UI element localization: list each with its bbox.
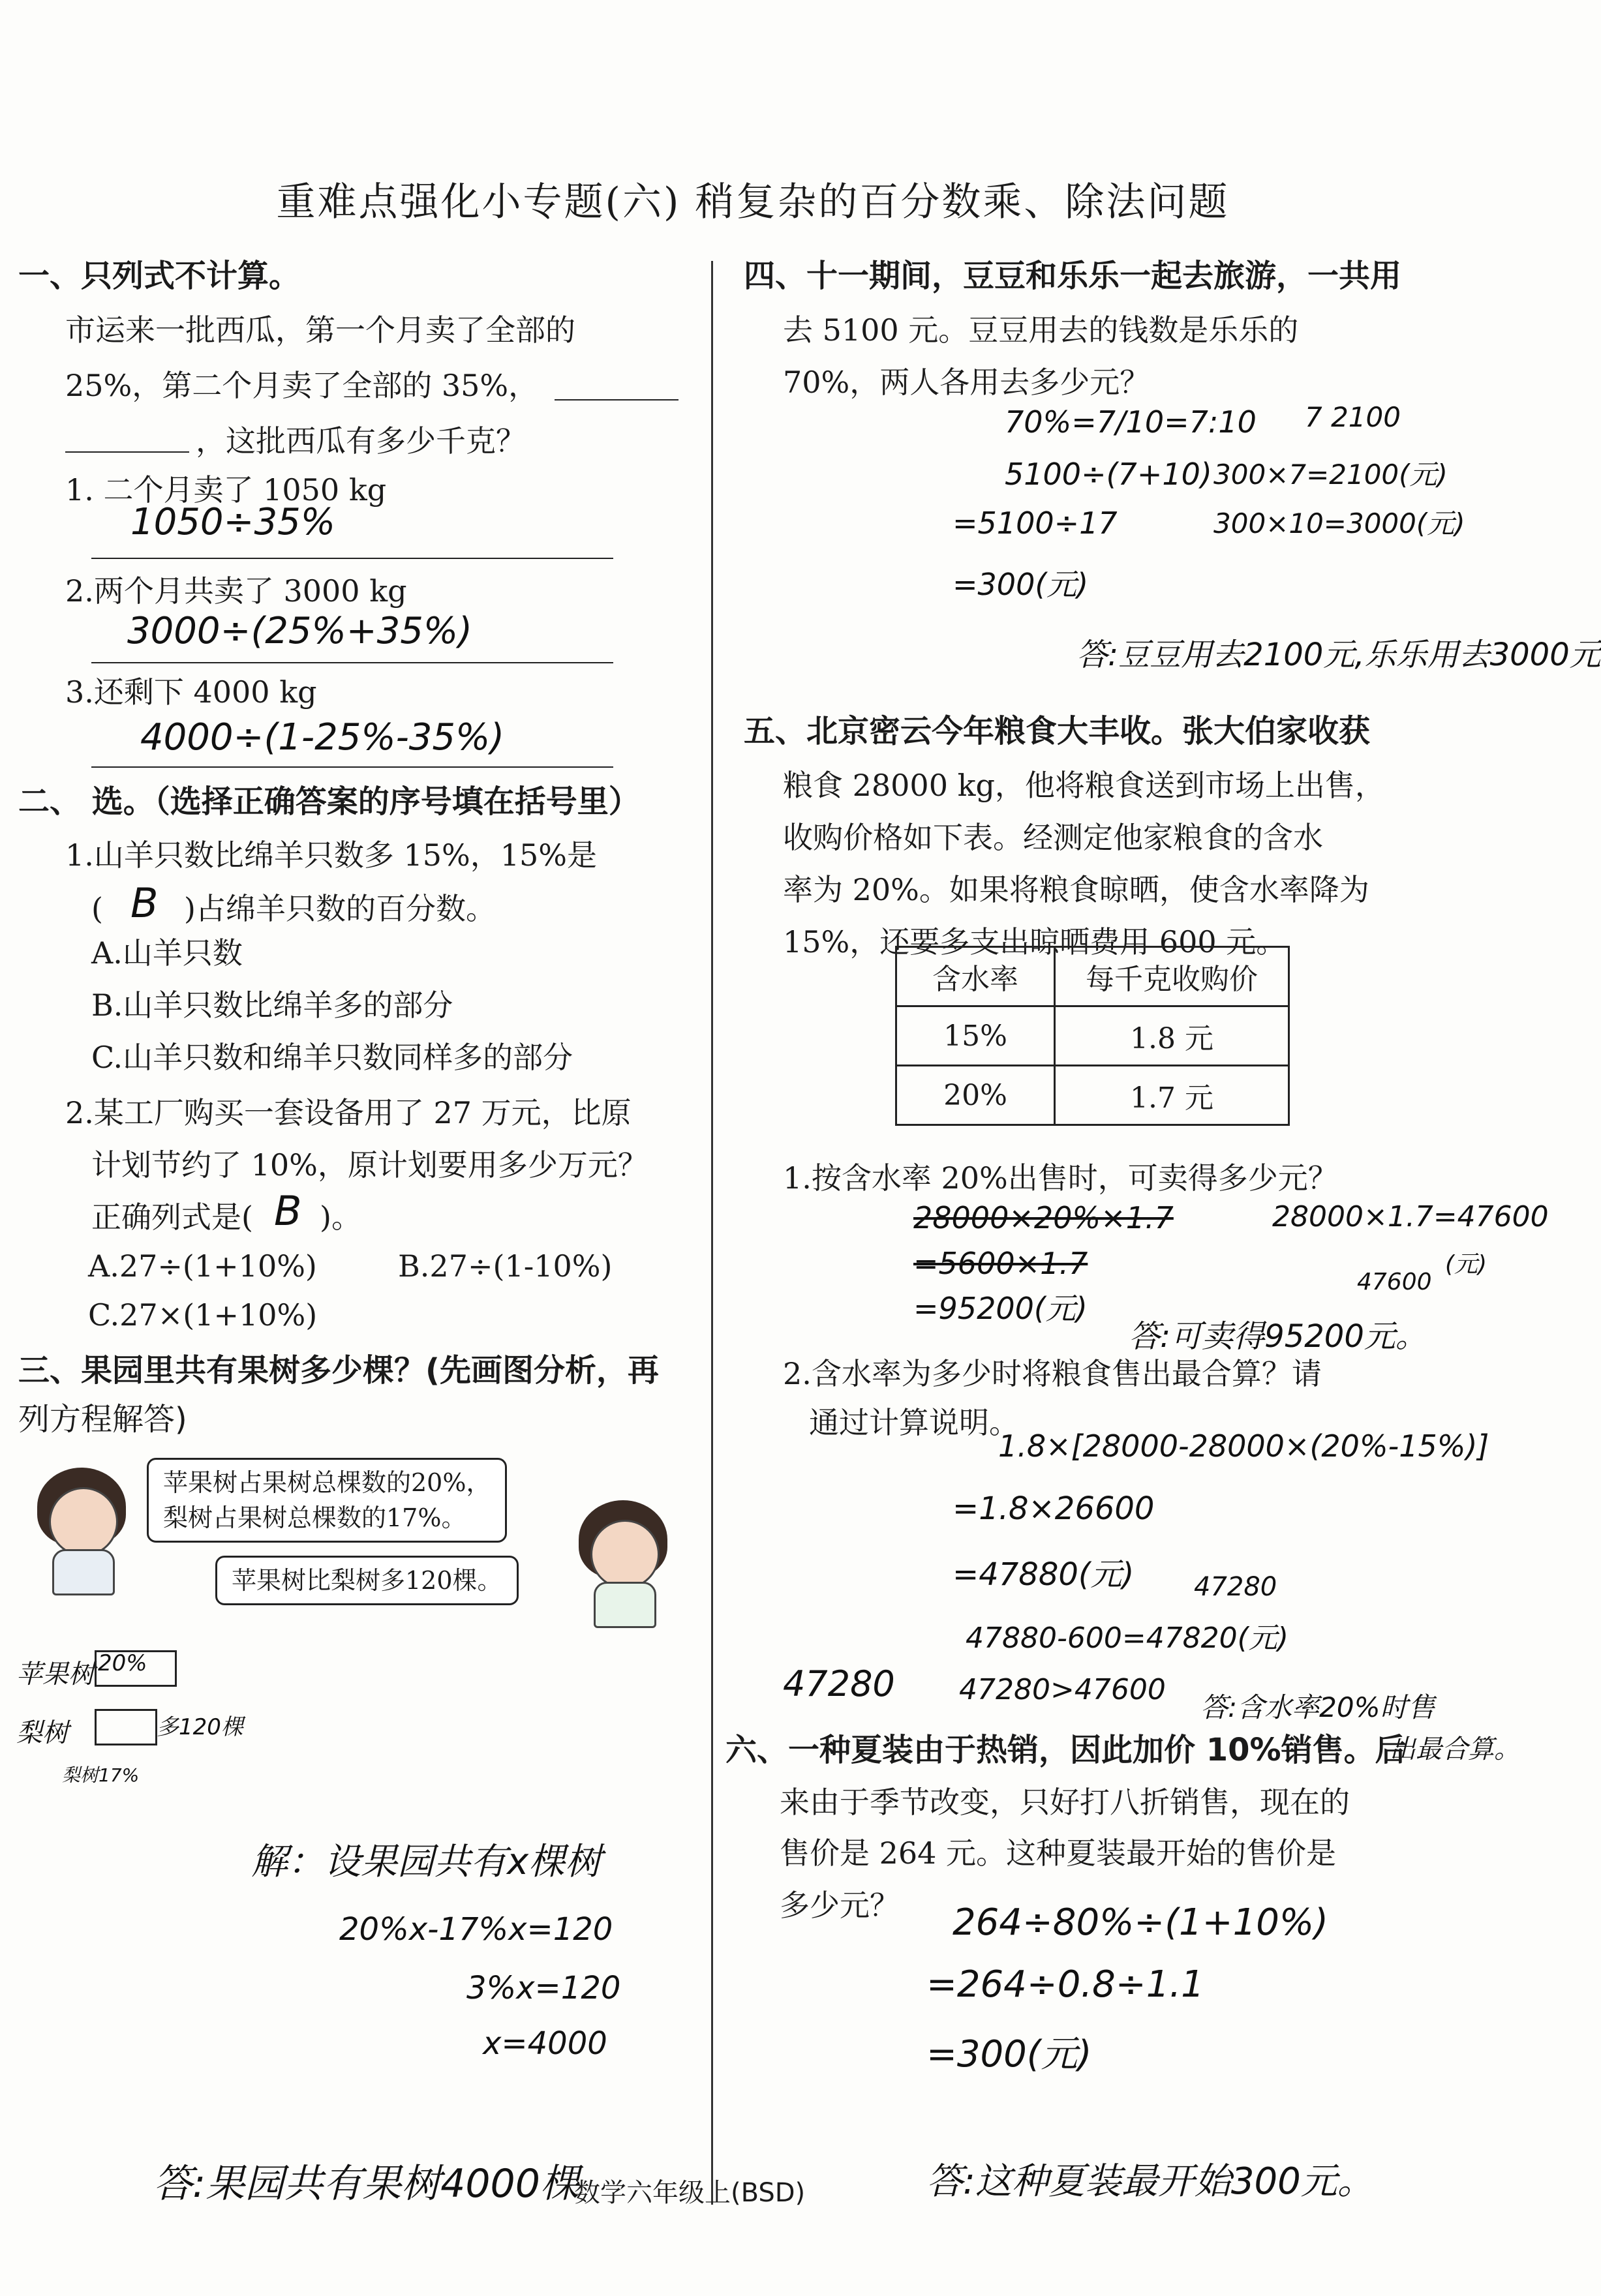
s5-q1: 1.按含水率 20%出售时，可卖得多少元？ xyxy=(783,1160,1338,1196)
bubble1-line2: 梨树占果树总棵数的17%。 xyxy=(163,1503,466,1532)
s1-intro-line3: ，这批西瓜有多少千克？ xyxy=(196,423,526,459)
s1-q1: 1. 二个月卖了 1050 kg xyxy=(65,472,387,507)
s5-q2-hw-answer1: 答:含水率20%时售 xyxy=(1200,1691,1435,1723)
s2-q2-line1: 2.某工厂购买一套设备用了 27 万元，比原 xyxy=(65,1095,632,1130)
s5-q1-hw-crossed-2: =5600×1.7 xyxy=(913,1246,1088,1281)
table-cell-price: 1.8 元 xyxy=(1055,1006,1289,1066)
s5-q2-hw6: 47280 xyxy=(783,1663,895,1704)
s1-intro-line2: 25%，第二个月卖了全部的 35%， xyxy=(65,368,539,403)
s3-heading-line2: 列方程解答) xyxy=(18,1401,187,1438)
table-cell-price: 1.7 元 xyxy=(1055,1066,1289,1125)
s1-a2-handwriting: 3000÷(25%+35%) xyxy=(127,610,472,652)
s5-q2-hw5: 47880-600=47820(元) xyxy=(966,1622,1288,1655)
s1-blank-1[interactable] xyxy=(555,399,679,400)
table-row xyxy=(896,1066,1289,1125)
page-title: 重难点强化小专题(六) 稍复杂的百分数乘、除法问题 xyxy=(276,179,1230,225)
s1-q2: 2.两个月共卖了 3000 kg xyxy=(65,573,407,609)
s5-q2-hw2: =1.8×26600 xyxy=(953,1490,1155,1527)
s4-hw5: 7 2100 xyxy=(1305,401,1401,433)
s4-line2: 去 5100 元。豆豆用去的钱数是乐乐的 xyxy=(783,312,1299,348)
s4-hw7: 300×10=3000(元) xyxy=(1213,507,1465,539)
table-header-moisture: 含水率 xyxy=(896,947,1055,1006)
s5-line2: 粮食 28000 kg，他将粮食送到市场上出售， xyxy=(783,768,1385,803)
s2-q1-line2: )占绵羊只数的百分数。 xyxy=(184,891,496,926)
s2-q1-answer[interactable]: B xyxy=(130,879,159,927)
s2-q1-line1: 1.山羊只数比绵羊只数多 15%，15%是 xyxy=(65,838,597,873)
s4-heading: 四、十一期间，豆豆和乐乐一起去旅游，一共用 xyxy=(744,258,1402,294)
s2-q2-line3: 正确列式是( xyxy=(91,1200,253,1235)
s5-q2-hw4: 47280 xyxy=(1194,1572,1277,1602)
s3-hw-120: 多120棵 xyxy=(157,1714,243,1740)
s6-line3: 售价是 264 元。这种夏装最开始的售价是 xyxy=(780,1835,1337,1871)
s2-q2-option-b: B.27÷(1-10%) xyxy=(398,1248,613,1284)
s3-hw-apple-pct: 20% xyxy=(98,1650,147,1676)
s6-heading: 六、一种夏装由于热销，因此加价 10%销售。后 xyxy=(725,1732,1407,1768)
s5-line3: 收购价格如下表。经测定他家粮食的含水 xyxy=(783,820,1323,855)
s3-heading: 三、果园里共有果树多少棵？(先画图分析，再 xyxy=(18,1352,659,1389)
s3-hw-pear: 梨树 xyxy=(16,1718,69,1748)
s6-hw-answer: 答:这种夏装最开始300元。 xyxy=(926,2160,1374,2203)
price-table xyxy=(895,946,1290,1126)
page-footer: 数学六年级上(BSD) xyxy=(574,2178,806,2208)
s2-q1-option-b: B.山羊只数比绵羊多的部分 xyxy=(91,988,453,1023)
s3-hw-apple: 苹果树 xyxy=(16,1659,95,1689)
s4-hw4: =300(元) xyxy=(953,567,1089,602)
table-cell-moisture: 15% xyxy=(896,1006,1055,1066)
s2-q2-option-a: A.27÷(1+10%) xyxy=(88,1248,317,1284)
s4-hw2: 5100÷(7+10) xyxy=(1005,457,1212,492)
table-cell-moisture: 20% xyxy=(896,1066,1055,1125)
s4-hw3: =5100÷17 xyxy=(953,506,1118,541)
s1-a1-handwriting: 1050÷35% xyxy=(130,501,335,543)
s5-q2-hw7: 47280>47600 xyxy=(959,1673,1166,1706)
s5-q1-hw-crossed-3: =95200(元) xyxy=(913,1291,1088,1326)
s1-answer-line-2[interactable] xyxy=(91,662,613,663)
s3-hw-pear-bar xyxy=(95,1709,157,1745)
s2-q1-option-a: A.山羊只数 xyxy=(91,935,243,971)
s3-hw-pear-pct: 梨树17% xyxy=(62,1764,140,1786)
s4-hw1: 70%=7/10=7:10 xyxy=(1005,404,1257,440)
s1-answer-line-1[interactable] xyxy=(91,558,613,559)
s3-hw-eq3: x=4000 xyxy=(483,2025,607,2062)
s1-blank-2[interactable] xyxy=(65,451,189,453)
s4-hw6: 300×7=2100(元) xyxy=(1213,459,1448,491)
girl-illustration-right xyxy=(571,1500,675,1624)
s5-q1-hw-47600: 47600 xyxy=(1357,1269,1432,1295)
s2-q2-option-c: C.27×(1+10%) xyxy=(88,1297,318,1333)
s5-q2-hw3: =47880(元) xyxy=(953,1556,1135,1593)
s5-line4: 率为 20%。如果将粮食晾晒，使含水率降为 xyxy=(783,872,1369,907)
s6-hw3: =300(元) xyxy=(926,2033,1092,2076)
s2-q2-line2: 计划节约了 10%，原计划要用多少万元？ xyxy=(91,1147,648,1183)
girl-illustration-left xyxy=(29,1468,134,1592)
s6-line4: 多少元？ xyxy=(780,1888,900,1923)
s5-q1-hw-crossed-1: 28000×20%×1.7 xyxy=(913,1200,1174,1235)
s5-q2-line2: 通过计算说明。 xyxy=(809,1405,1019,1440)
s3-hw-eq1: 20%x-17%x=120 xyxy=(339,1911,613,1948)
bubble1-line1: 苹果树占果树总棵数的20%， xyxy=(163,1468,491,1497)
price-table-header-row xyxy=(896,947,1289,1006)
s5-line5: 15%，还要多支出晾晒费用 600 元。 xyxy=(783,924,1287,959)
column-divider xyxy=(711,261,713,2205)
s2-q2-close: )。 xyxy=(320,1200,361,1235)
s4-line3: 70%，两人各用去多少元？ xyxy=(783,365,1150,400)
s3-hw-eq2: 3%x=120 xyxy=(466,1970,621,2006)
speech-bubble-1 xyxy=(147,1458,507,1543)
s5-q2-hw-answer2: 出最合算。 xyxy=(1390,1734,1520,1764)
s1-intro-line1: 市运来一批西瓜，第一个月卖了全部的 xyxy=(65,312,575,348)
s5-q1-hw-right2: (元) xyxy=(1445,1251,1487,1278)
s5-heading: 五、北京密云今年粮食大丰收。张大伯家收获 xyxy=(744,713,1371,749)
s3-hw-answer: 答:果园共有果树4000棵 xyxy=(153,2161,579,2207)
s1-answer-line-3[interactable] xyxy=(91,766,613,768)
speech-bubble-2: 苹果树比梨树多120棵。 xyxy=(215,1556,519,1605)
s2-heading: 二、 选。（选择正确答案的序号填在括号里） xyxy=(18,783,640,820)
s3-hw-solution: 解：设果园共有x棵树 xyxy=(251,1841,602,1883)
s6-hw1: 264÷80%÷(1+10%) xyxy=(953,1901,1328,1944)
s5-q1-hw-answer: 答:可卖得95200元。 xyxy=(1129,1318,1427,1355)
s2-q1-open: ( xyxy=(91,891,103,926)
s4-hw-answer: 答:豆豆用去2100元,乐乐用去3000元 xyxy=(1076,637,1601,673)
table-header-price: 每千克收购价 xyxy=(1055,947,1289,1006)
s2-q1-option-c: C.山羊只数和绵羊只数同样多的部分 xyxy=(91,1040,573,1075)
s5-q2-hw1: 1.8×[28000-28000×(20%-15%)] xyxy=(998,1428,1489,1464)
s1-heading: 一、只列式不计算。 xyxy=(18,258,301,294)
s5-q1-hw-right1: 28000×1.7=47600 xyxy=(1272,1200,1549,1233)
s1-a3-handwriting: 4000÷(1-25%-35%) xyxy=(140,716,505,759)
s2-q2-answer[interactable]: B xyxy=(274,1187,302,1235)
table-row xyxy=(896,1006,1289,1066)
s6-line2: 来由于季节改变，只好打八折销售，现在的 xyxy=(780,1785,1350,1820)
s1-q3: 3.还剩下 4000 kg xyxy=(65,674,317,710)
s5-q2-line1: 2.含水率为多少时将粮食售出最合算？请 xyxy=(783,1356,1322,1391)
s6-hw2: =264÷0.8÷1.1 xyxy=(926,1963,1204,2006)
